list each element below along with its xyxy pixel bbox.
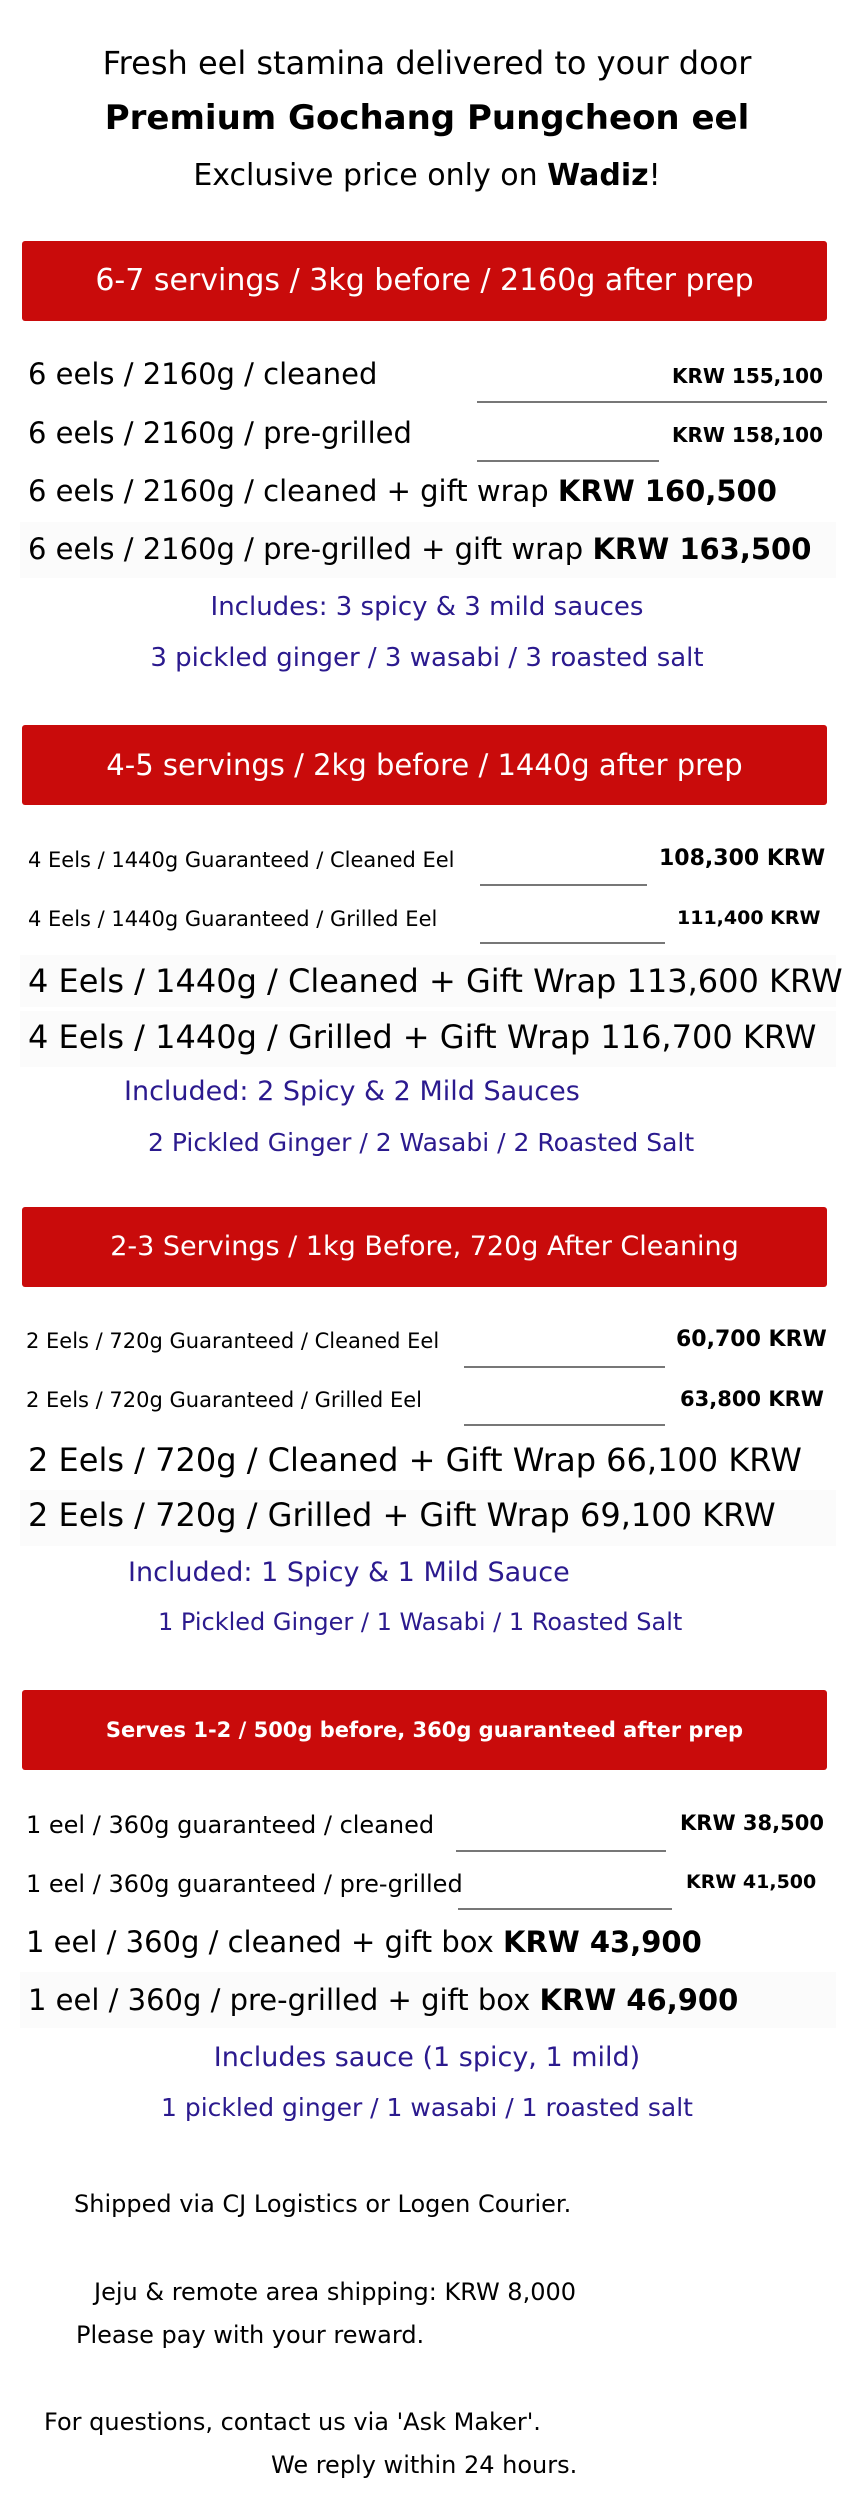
s1-row4 [28,532,811,566]
s3-row1-price: 60,700 KRW [676,1327,827,1352]
s4-row2-label: 1 eel / 360g guaranteed / pre-grilled [26,1870,463,1898]
s3-row3-label: 2 Eels / 720g / Cleaned + Gift Wrap 66,100 KRW [28,1441,802,1479]
s1-row2-rule [477,460,659,462]
s2-row3-label: 4 Eels / 1440g / Cleaned + Gift Wrap 113,600 KRW [28,962,843,1000]
line3-suffix: ! [648,158,661,193]
s4-row3-price: KRW 43,900 [502,1925,702,1959]
s1-row3 [28,474,777,508]
s3-row1-rule [464,1366,665,1368]
s4-row4-label: 1 eel / 360g / pre-grilled + gift box [28,1983,540,2017]
s1-row4-price: KRW 163,500 [592,532,812,566]
s4-row1-rule [456,1850,666,1852]
s3-includes-extras: 1 Pickled Ginger / 1 Wasabi / 1 Roasted Salt [158,1608,683,1636]
s3-row2-price: 63,800 KRW [680,1387,824,1411]
section2-banner: 4-5 servings / 2kg before / 1440g after prep [22,725,827,805]
s3-row4-label: 2 Eels / 720g / Grilled + Gift Wrap 69,100 KRW [28,1496,776,1534]
s3-row2-label: 2 Eels / 720g Guaranteed / Grilled Eel [26,1388,422,1412]
s1-row3-price: KRW 160,500 [557,474,777,508]
footer-jeju-shipping: Jeju & remote area shipping: KRW 8,000 [94,2278,577,2306]
section3-banner: 2-3 Servings / 1kg Before, 720g After Cleaning [22,1207,827,1287]
brand-name: Wadiz [547,158,649,193]
s4-row2-price: KRW 41,500 [686,1871,817,1893]
s1-row3-label: 6 eels / 2160g / cleaned + gift wrap [28,474,558,508]
header-line3 [0,158,854,193]
s4-includes-extras: 1 pickled ginger / 1 wasabi / 1 roasted salt [161,2093,693,2122]
s1-row1-price: KRW 155,100 [672,364,824,388]
s2-row4-label: 4 Eels / 1440g / Grilled + Gift Wrap 116,700 KRW [28,1018,817,1056]
s2-row2-rule [480,942,665,944]
s2-row1-label: 4 Eels / 1440g Guaranteed / Cleaned Eel [28,848,455,872]
s2-row1-rule [480,884,647,886]
footer-contact: For questions, contact us via 'Ask Maker'. [44,2408,541,2436]
s4-row3-label: 1 eel / 360g / cleaned + gift box [26,1925,503,1959]
s3-includes-sauces: Included: 1 Spicy & 1 Mild Sauce [128,1557,570,1588]
footer-pay-note: Please pay with your reward. [76,2321,425,2349]
s1-row2-price: KRW 158,100 [672,423,824,447]
s4-row4 [28,1983,738,2017]
s2-includes-extras: 2 Pickled Ginger / 2 Wasabi / 2 Roasted Salt [148,1128,695,1157]
s1-row1-rule [477,401,827,403]
s1-row4-label: 6 eels / 2160g / pre-grilled + gift wrap [28,532,593,566]
s4-row1-label: 1 eel / 360g guaranteed / cleaned [26,1811,435,1839]
s1-row1-label: 6 eels / 2160g / cleaned [28,357,378,391]
s4-includes-sauces: Includes sauce (1 spicy, 1 mild) [213,2042,641,2073]
s2-row1-price: 108,300 KRW [659,846,826,871]
section1-banner: 6-7 servings / 3kg before / 2160g after prep [22,241,827,321]
s3-row1-label: 2 Eels / 720g Guaranteed / Cleaned Eel [26,1329,440,1353]
s4-row4-price: KRW 46,900 [539,1983,739,2017]
s2-row2-label: 4 Eels / 1440g Guaranteed / Grilled Eel [28,907,438,931]
s1-includes-sauces: Includes: 3 spicy & 3 mild sauces [210,592,644,622]
s4-row1-price: KRW 38,500 [680,1811,824,1835]
header-line1: Fresh eel stamina delivered to your door [102,44,752,82]
header-title: Premium Gochang Pungcheon eel [104,98,750,138]
s1-row2-label: 6 eels / 2160g / pre-grilled [28,416,412,450]
s4-row3 [26,1925,702,1959]
line3-prefix: Exclusive price only on [193,158,548,193]
s4-row2-rule [458,1908,672,1910]
footer-reply-time: We reply within 24 hours. [271,2451,578,2479]
s1-includes-extras: 3 pickled ginger / 3 wasabi / 3 roasted salt [150,643,704,673]
footer-shipping: Shipped via CJ Logistics or Logen Courier. [74,2190,572,2218]
s2-includes-sauces: Included: 2 Spicy & 2 Mild Sauces [124,1076,580,1107]
s2-row2-price: 111,400 KRW [677,907,821,929]
s3-row2-rule [464,1424,665,1426]
section4-banner: Serves 1-2 / 500g before, 360g guaranteed after prep [22,1690,827,1770]
